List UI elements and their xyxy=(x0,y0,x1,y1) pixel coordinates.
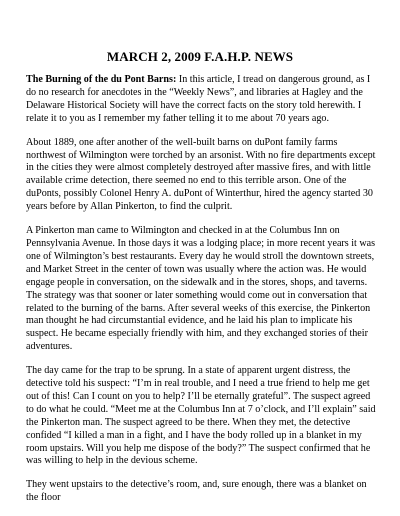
newsletter-title: MARCH 2, 2009 F.A.H.P. NEWS xyxy=(106,49,294,64)
paragraph-text: About 1889, one after another of the well-built barns on duPont family farms northwest of Wilmington were torched by an arsonist. With no fire departments except in the cities they were almost completely destroyed after massive fires, and with little available crime detection, there seemed no end to this terrible arson. One of the duPonts, possibly Colonel Henry A. duPont of Winterthur, hired the agency started 30 years before by Allan Pinkerton, to find the culprit. xyxy=(26,136,376,213)
paragraph xyxy=(26,225,378,354)
paragraph xyxy=(26,479,378,505)
paragraph-text: They went upstairs to the detective’s room, and, sure enough, there was a blanket on the floor xyxy=(26,479,367,504)
paragraph-text: The day came for the trap to be sprung. In a state of apparent urgent distress, the detective told his suspect: “I’m in real trouble, and I need a true friend to help me get out of this! Can I count on you to help? I’ll be eternally grateful”. The suspect agreed to do what he could. “Meet me at the Columbus Inn at 7 o’clock, and I’ll explain” said the Pinkerton man. The suspect agreed to be there. When they met, the detective confided “I killed a man in a fight, and I have the body rolled up in a blanket in my room upstairs. Will you help me dispose of the body?” The suspect confirmed that he was willing to help in the devious scheme. xyxy=(26,365,376,467)
article-heading: The Burning of the du Pont Barns: xyxy=(26,74,177,85)
paragraph-text: In this article, I tread on dangerous ground, as I do no research for anecdotes in the “Weekly News”, and libraries at Hagley and the Delaware Historical Society will have the correct facts on the story told herewith. I relate it to you as I remember my father telling it to me about 70 years ago. xyxy=(26,74,371,124)
article-body xyxy=(26,74,378,516)
paragraph xyxy=(26,137,378,214)
paragraph-intro xyxy=(26,74,378,126)
paragraph xyxy=(26,365,378,468)
paragraph-text: A Pinkerton man came to Wilmington and checked in at the Columbus Inn on Pennsylvania Avenue. In those days it was a lodging place; in more recent years it was one of Wilmington’s best restaurants. Every day he would stroll the downtown streets, and Market Street in the center of town was usually where the action was. He would engage people in conversation, on the sidewalk and in the stores, shops, and taverns. The strategy was that sooner or later something would come out in conversation that related to the burning of the barns. After several weeks of this exercise, the Pinkerton man thought he had circumstantial evidence, and he laid his plan to implicate his suspect. He became especially friendly with him, and they exchanged stories of their adventures. xyxy=(26,225,376,353)
